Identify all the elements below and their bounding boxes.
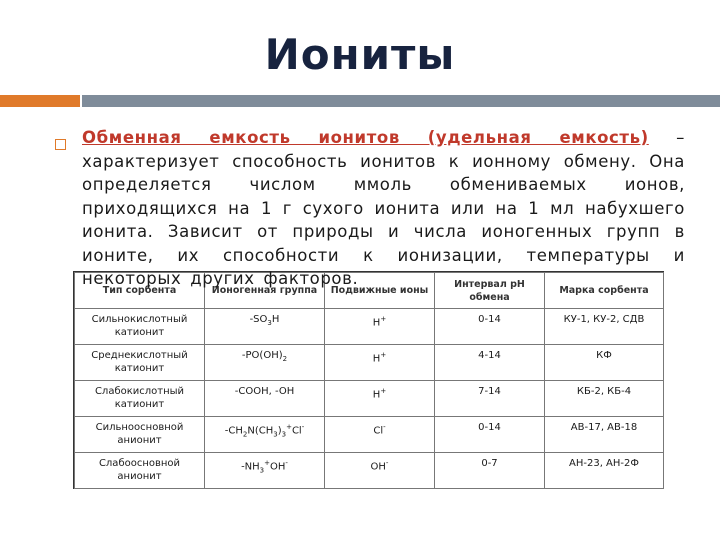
cell-ions: H+ bbox=[325, 309, 435, 345]
accent-divider-orange bbox=[0, 95, 80, 107]
header-sorbent-brand: Марка сорбента bbox=[545, 273, 664, 309]
cell-brand: АВ-17, АВ-18 bbox=[545, 417, 664, 453]
slide-title: Иониты bbox=[264, 30, 456, 79]
cell-brand: АН-23, АН-2Ф bbox=[545, 453, 664, 489]
accent-divider bbox=[0, 95, 720, 107]
cell-ions: H+ bbox=[325, 381, 435, 417]
bullet-square-icon bbox=[55, 139, 66, 150]
sorbent-table bbox=[73, 271, 664, 489]
cell-brand: КУ-1, КУ-2, СДВ bbox=[545, 309, 664, 345]
cell-group: $-PO(OH)_2$ bbox=[205, 345, 325, 381]
header-ph-range: Интервал pH обмена bbox=[435, 273, 545, 309]
body-paragraph bbox=[82, 126, 685, 291]
cell-type: Сильноосновной анионит bbox=[75, 417, 205, 453]
term-exchange-capacity: Обменная емкость ионитов (удельная емкость) bbox=[82, 128, 649, 147]
cell-group: $-NH_3^+OH^-$ bbox=[205, 453, 325, 489]
header-sorbent-type: Тип сорбента bbox=[75, 273, 205, 309]
cell-type: Слабоосновной анионит bbox=[75, 453, 205, 489]
cell-ions: Cl- bbox=[325, 417, 435, 453]
paragraph-text: – характеризует способность ионитов к ионному обмену. Она определяется числом ммоль обмениваемых ионов, приходящихся на 1 г сухого ионита или на 1 мл набухшего ионита. Зависит от природы и числа ионогенных групп в ионите, их способности к ионизации, температуры и некоторых других факторов. bbox=[82, 128, 685, 288]
header-mobile-ions: Подвижные ионы bbox=[325, 273, 435, 309]
cell-ph: 4-14 bbox=[435, 345, 545, 381]
accent-divider-gray bbox=[82, 95, 720, 107]
cell-ions: OH- bbox=[325, 453, 435, 489]
table-row bbox=[75, 381, 664, 417]
cell-group: -COOH, -OH bbox=[205, 381, 325, 417]
table-row bbox=[75, 345, 664, 381]
table-row bbox=[75, 309, 664, 345]
table-row bbox=[75, 453, 664, 489]
table-row bbox=[75, 417, 664, 453]
cell-type: Слабокислотный катионит bbox=[75, 381, 205, 417]
cell-brand: КБ-2, КБ-4 bbox=[545, 381, 664, 417]
cell-brand: КФ bbox=[545, 345, 664, 381]
cell-group: $-SO_3H$ bbox=[205, 309, 325, 345]
cell-ph: 0-14 bbox=[435, 309, 545, 345]
cell-group: $-CH_2N(CH_3)_3^+Cl^-$ bbox=[205, 417, 325, 453]
cell-ph: 0-7 bbox=[435, 453, 545, 489]
cell-type: Среднекислотный катионит bbox=[75, 345, 205, 381]
cell-ions: H+ bbox=[325, 345, 435, 381]
cell-type: Сильнокислотный катионит bbox=[75, 309, 205, 345]
cell-ph: 0-14 bbox=[435, 417, 545, 453]
header-ionogenic-group: Ионогенная группа bbox=[205, 273, 325, 309]
cell-ph: 7-14 bbox=[435, 381, 545, 417]
